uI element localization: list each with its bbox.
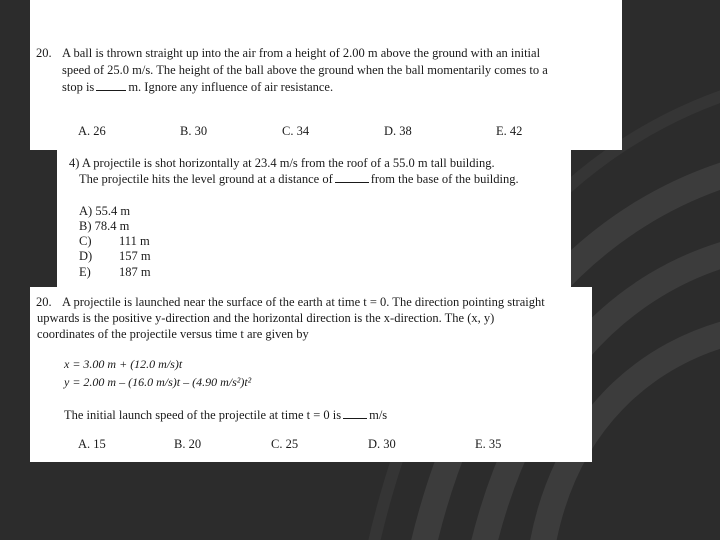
equation-x: x = 3.00 m + (12.0 m/s)t: [64, 357, 183, 371]
question-text-line: speed of 25.0 m/s. The height of the ball above the ground when the ball momentarily comes to a: [62, 63, 548, 77]
question-text-line: A projectile is launched near the surface of the earth at time t = 0. The direction pointing straight: [62, 295, 545, 309]
question-text-fragment: The projectile hits the level ground at a distance of: [79, 172, 333, 186]
option-value: 187 m: [119, 265, 151, 279]
question-text-line: upwards is the positive y-direction and the horizontal direction is the x-direction. The (x, y): [37, 311, 495, 325]
answer-blank: [335, 171, 369, 183]
option-value: 55.4 m: [95, 204, 131, 218]
answer-option-a: A. 26: [78, 124, 106, 138]
question-panel-ball-thrown: [30, 0, 622, 150]
option-letter: C): [79, 234, 92, 248]
option-letter: E): [79, 265, 91, 279]
option-letter: D): [79, 249, 93, 263]
question-panel-projectile-launch: [30, 287, 592, 462]
option-value: 157 m: [119, 249, 151, 263]
question-text-line: 4) A projectile is shot horizontally at 23.4 m/s from the roof of a 55.0 m tall building.: [69, 156, 495, 170]
option-value: 111 m: [119, 234, 150, 248]
question-panel-projectile-building: [57, 150, 571, 287]
option-letter: B): [79, 219, 92, 233]
question-text-line: [62, 79, 333, 96]
question-text-fragment: m/s: [369, 408, 388, 422]
question-text-fragment: from the base of the building.: [370, 172, 519, 186]
answer-option-b: [79, 219, 129, 234]
answer-option-b: B. 30: [180, 124, 208, 138]
option-value: 78.4 m: [94, 219, 130, 233]
answer-blank: [343, 407, 367, 419]
question-text-fragment: stop is: [62, 80, 95, 94]
answer-option-d: [79, 249, 92, 264]
question-number: 20.: [36, 295, 52, 309]
answer-option-e: E. 42: [496, 124, 523, 138]
equation-y: y = 2.00 m – (16.0 m/s)t – (4.90 m/s²)t²: [64, 375, 252, 389]
question-text-line: coordinates of the projectile versus time t are given by: [37, 327, 309, 341]
answer-option-d: D. 38: [384, 124, 412, 138]
question-text-line: A ball is thrown straight up into the air from a height of 2.00 m above the ground with an initial: [62, 46, 541, 60]
question-text-line: [64, 407, 387, 424]
answer-option-c: C. 34: [282, 124, 310, 138]
answer-option-b: B. 20: [174, 437, 202, 451]
question-text-line: [79, 171, 519, 188]
question-text-fragment: The initial launch speed of the projectile at time t = 0 is: [64, 408, 342, 422]
question-text-fragment: m. Ignore any influence of air resistance.: [128, 80, 334, 94]
answer-option-a: [79, 204, 130, 219]
option-letter: A): [79, 204, 93, 218]
answer-option-e: E. 35: [475, 437, 502, 451]
answer-option-a: A. 15: [78, 437, 106, 451]
answer-option-e: [79, 265, 91, 280]
answer-blank: [96, 79, 126, 91]
answer-option-d: D. 30: [368, 437, 396, 451]
answer-option-c: [79, 234, 92, 249]
question-number: 20.: [36, 46, 52, 60]
answer-option-c: C. 25: [271, 437, 299, 451]
